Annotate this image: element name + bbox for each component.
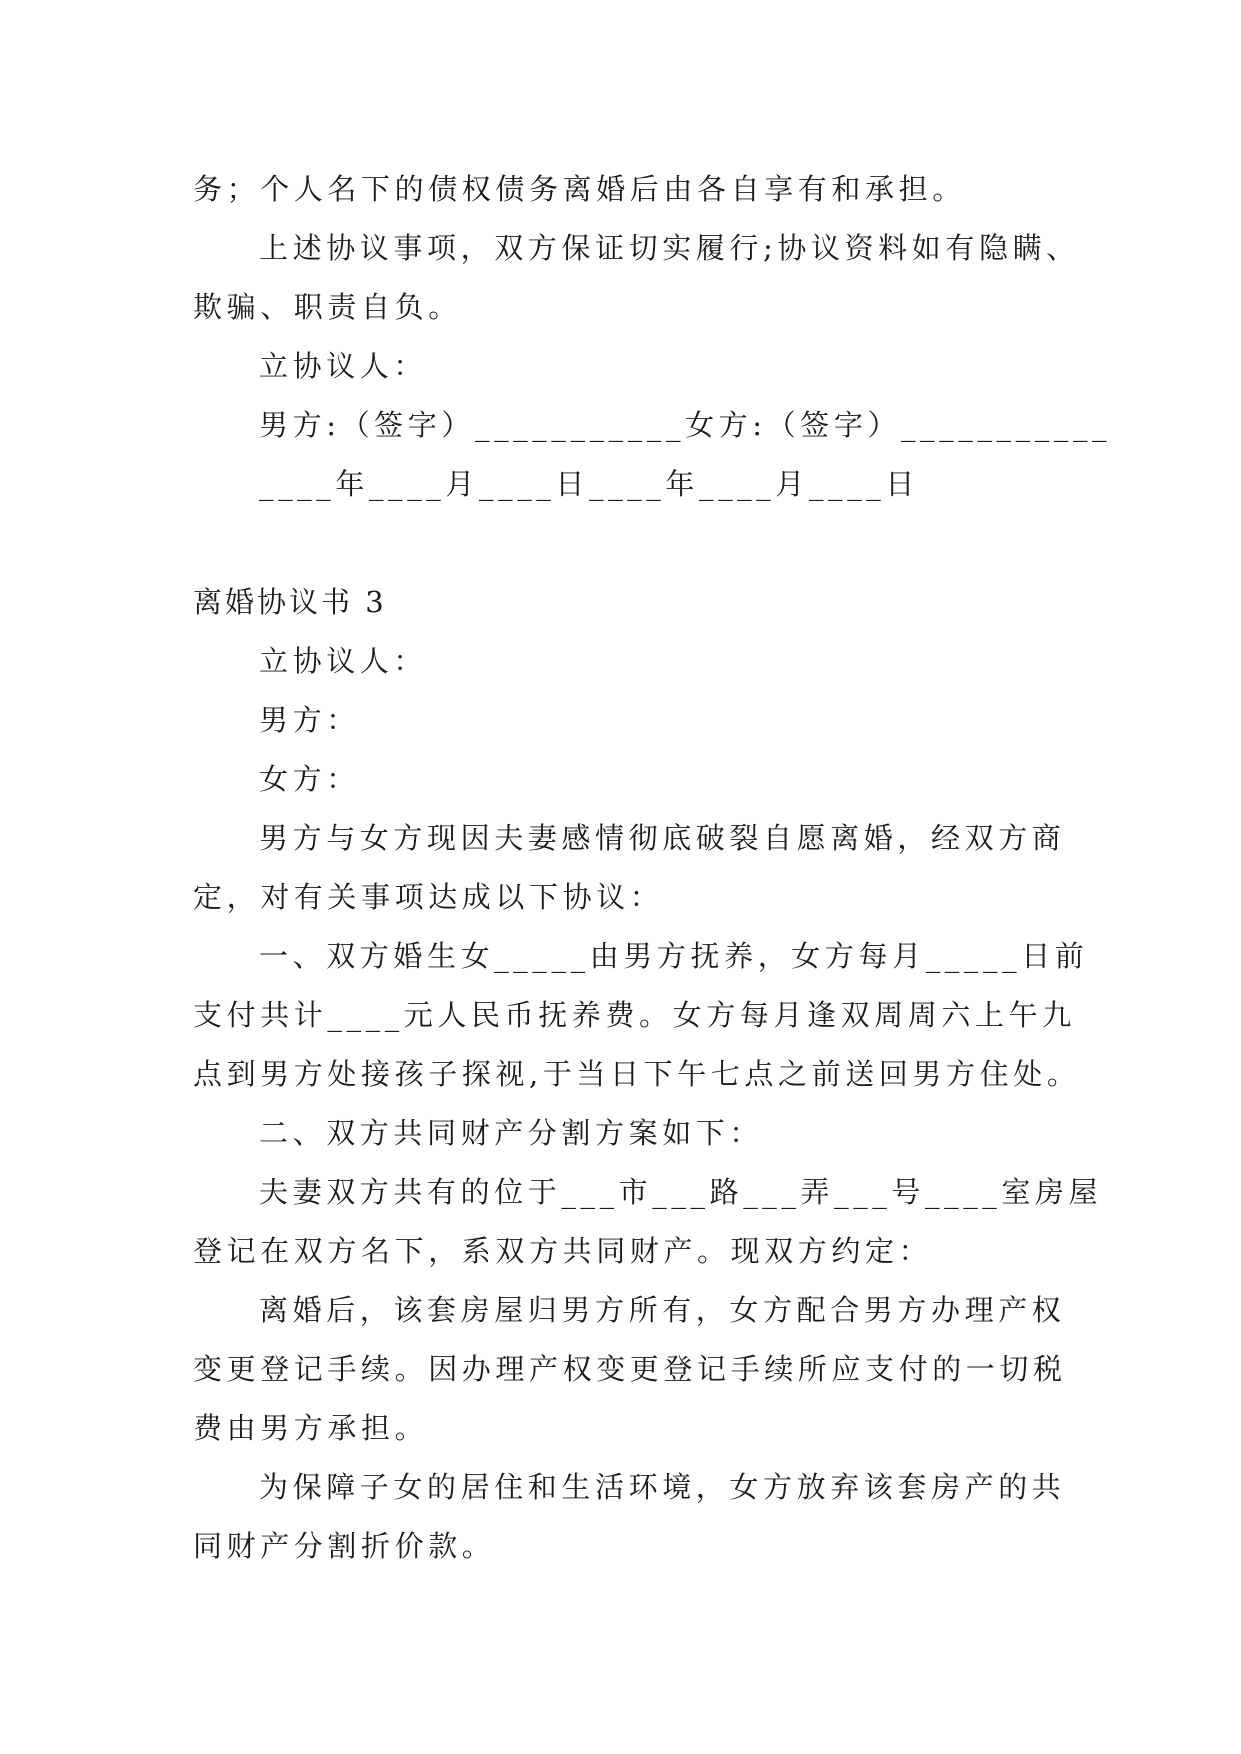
signatories-label: 立协议人： (259, 349, 428, 383)
clause-one: 一、双方婚生女_____由男方抚养，女方每月_____日前 (259, 939, 1089, 973)
text-line: 同财产分割折价款。 (193, 1529, 496, 1563)
text-line: 登记在双方名下，系双方共同财产。现双方约定： (193, 1234, 933, 1268)
clause-two: 二、双方共同财产分割方案如下： (259, 1116, 764, 1150)
signature-line: 男方:（签字）___________女方:（签字）___________ (259, 408, 1112, 442)
document-body (193, 160, 1112, 1576)
party-male-label: 男方： (259, 703, 360, 737)
text-line: 为保障子女的居住和生活环境，女方放弃该套房产的共 (259, 1470, 1066, 1504)
text-line: 上述协议事项，双方保证切实履行;协议资料如有隐瞒、 (259, 231, 1080, 265)
text-line: 变更登记手续。因办理产权变更登记手续所应支付的一切税 (193, 1352, 1067, 1386)
date-line: ____年____月____日____年____月____日 (259, 467, 919, 501)
text-line: 务；个人名下的债权债务离婚后由各自享有和承担。 (193, 172, 966, 206)
text-line: 定，对有关事项达成以下协议： (193, 880, 664, 914)
section-heading: 离婚协议书 3 (193, 585, 387, 619)
text-line: 夫妻双方共有的位于___市___路___弄___号____室房屋 (259, 1175, 1103, 1209)
signatories-label: 立协议人： (259, 644, 428, 678)
text-line: 男方与女方现因夫妻感情彻底破裂自愿离婚，经双方商 (259, 821, 1066, 855)
text-line: 点到男方处接孩子探视,于当日下午七点之前送回男方住处。 (193, 1057, 1081, 1091)
party-female-label: 女方： (259, 762, 360, 796)
section-gap (193, 514, 1063, 573)
text-line: 费由男方承担。 (193, 1411, 429, 1445)
text-line: 支付共计____元人民币抚养费。女方每月逢双周周六上午九 (193, 998, 1076, 1032)
text-line: 欺骗、职责自负。 (193, 290, 462, 324)
text-line: 离婚后，该套房屋归男方所有，女方配合男方办理产权 (259, 1293, 1066, 1327)
